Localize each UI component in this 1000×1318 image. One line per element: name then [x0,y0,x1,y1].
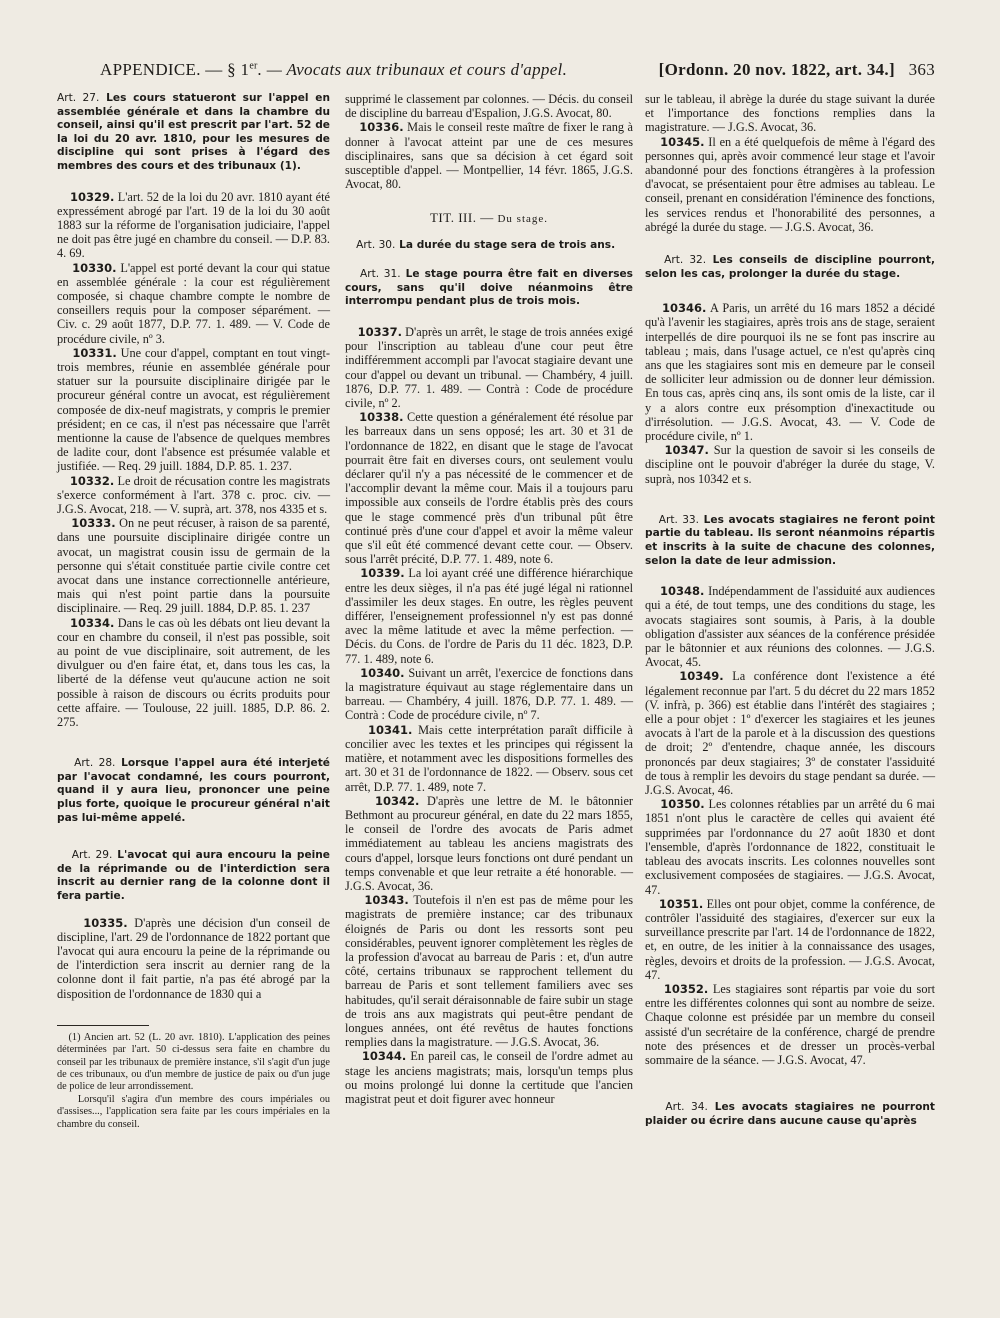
paragraph-10352: 10352. Les stagiaires sont répartis par voie du sort entre les différentes colonnes qui sont au nombre de seize. Chaque colonne est présidée par un membre du conseil assisté d'un secrétaire de la conférence, chargé de prendre note des présences et de dresser un procès-verbal sommaire de la séance. — J.G.S. Avocat, 47. [645,981,935,1067]
paragraph-10340: 10340. Suivant un arrêt, l'exercice de fonctions dans la magistrature équivaut au stage réglementaire dans un barreau. — Chambéry, 4 juill. 1876, D.P. 77. 1. 489. — Contrà : Code de procédure civile, nº 7. [345,665,633,723]
paragraph-10350: 10350. Les colonnes rétablies par un arrêté du 6 mai 1851 n'ont plus le caractère de celles qui avaient été supprimées par l'ordonnance du 27 août 1830 et dont l'ensemble, d'après l'ordonnance de 1822, constituait le tableau des avocats inscrits. Les colonnes nouvelles sont exclusivement composées de stagiaires. — J.G.S. Avocat, 47. [645,797,936,897]
paragraph-10331: 10331. Une cour d'appel, comptant en tout vingt-trois membres, réunie en assemblée générale pour statuer sur la poursuite disciplinaire dirigée par le procureur général contre un avocat, est régulièrement composée de dix-neuf magistrats, y compris le premier président; en ce cas, il n'est pas nécessaire que l'arrêt mentionne la cause de l'absence de quelques membres de ladite cour, dont l'absence est présumée valable et justifiée. — Req. 29 juill. 1884, D.P. 85. 1. 237. [57,345,331,474]
page-number: 363 [908,60,935,79]
article-30: Art. 30. La durée du stage sera de trois ans. [356,238,616,251]
paragraph-continuation: supprimé le classement par colonnes. — Décis. du conseil de discipline du barreau d'Espalion, J.G.S. Avocat, 80. [345,92,633,121]
paragraph-10344: 10344. En pareil cas, le conseil de l'ordre admet au stage les anciens magistrats; mais, lorsqu'un temps plus ou moins prolongé lui donne la certitude que l'ancien magistrat peut et doit figurer avec honneur [345,1049,633,1106]
paragraph-10346: 10346. A Paris, un arrêté du 16 mars 1852 a décidé qu'à l'avenir les stagiaires, après trois ans de stage, seraient interpellés de dire pourquoi ils ne se font pas inscrire au tableau ; mais, dans l'usage actuel, ce n'est qu'après cinq ans que les stagiaires sont mis en demeure par le conseil de solliciter leur admission ou de donner leur démission. En tous cas, après cinq ans, ils sont omis de la liste, car il y a alors contre eux présomption d'inexactitude ou d'irrésolution. — J.G.S. Avocat, 43. — V. Code de procédure civile, nº 1. [645,301,935,444]
paragraph-10334: 10334. Dans le cas où les débats ont lieu devant la cour en chambre du conseil, il n'est pas possible, soit au point de vue disciplinaire, soit autrement, de les divulguer ou d'en faire état, et, dans tous les cas, la liberté de la défense veut qu'aucune action ne soit possible à raison de discours ou écrits produits pour cette affaire. — Toulouse, 22 juill. 1885, D.P. 86. 2. 275. [57,615,331,730]
paragraph-10337: 10337. D'après un arrêt, le stage de trois années exigé pour l'inscription au tableau d'une cour peut être indifféremment accompli par l'avocat stagiaire devant une cour d'appel ou devant un tribunal. — Chambéry, 4 juill. 1876, D.P. 77. 1. 489. — Contrà : Code de procédure civile, nº 2. [345,325,633,411]
paragraph-10336: 10336. Mais le conseil reste maître de fixer le rang à donner à l'avocat atteint par une de ces mesures disciplinaires, sans que sa décision à cet égard soit susceptible d'appel. — Montpellier, 14 févr. 1865, J.G.S. Avocat, 80. [345,120,634,192]
paragraph-10342: 10342. D'après une lettre de M. le bâtonnier Bethmont au procureur général, en date du 22 mars 1855, le conseil de l'ordre des avocats de Paris admet immédiatement au tableau les anciens magistrats des cours d'appel, lorsque leurs fonctions ont duré pendant un temps convenable et que leur retraite a été honorable. — J.G.S. Avocat, 36. [345,793,633,893]
paragraph-10335: 10335. D'après une décision d'un conseil de discipline, l'art. 29 de l'ordonnance de 1822 portant que l'avocat qui aura encouru la peine de la réprimande ou de l'interdiction sera inscrit au dernier rang de la colonne dont il fait partie, n'a pas été abrogé par la disposition de l'ordonnance de 1830 qui a [57,915,331,1001]
column-middle [345,92,633,1106]
article-34: Art. 34. Les avocats stagiaires ne pourront plaider ou écrire dans aucune cause qu'après [645,1101,935,1127]
paragraph-10333: 10333. On ne peut récuser, à raison de sa parenté, dans une poursuite disciplinaire dirigée contre un avocat, un magistrat cousin issu de germain de la personne qui s'était constituée partie civile contre cet avocat dans une instance correctionnelle antérieure, mais qui n'est point partie dans la poursuite disciplinaire. — Req. 29 juill. 1884, D.P. 85. 1. 237 [57,516,330,616]
running-header [100,60,935,84]
footnote-rule [57,1025,149,1026]
article-32: Art. 32. Les conseils de discipline pourront, selon les cas, prolonger la durée du stage. [645,254,935,280]
header-reference: [Ordonn. 20 nov. 1822, art. 34.] 363 [658,60,935,79]
paragraph-10345: 10345. Il en a été quelquefois de même à l'égard des personnes qui, après avoir commencé leur stage et l'avoir abandonné pour des fonctions étrangères à la profession d'avocat, se présentaient pour être admises au tableau. Le conseil, prenant en considération l'éminence des fonctions, les services rendus et l'honorabilité des personnes, a abrégé la durée du stage. — J.G.S. Avocat, 36. [645,134,935,234]
paragraph-10341: 10341. Mais cette interprétation paraît difficile à concilier avec les textes et les principes qui régissent la matière, et notamment avec les dispositions formelles des art. 30 et 31 de l'ordonnance de 1822. — Observ. sous cet arrêt, D.P. 77. 1. 489, note 7. [345,722,634,794]
header-section-title: APPENDICE. — § 1er. — Avocats aux tribunaux et cours d'appel. [100,60,568,79]
article-29: Art. 29. L'avocat qui aura encouru la peine de la réprimande ou de l'interdiction sera inscrit au dernier rang de la colonne dont il fera partie. [57,849,330,903]
paragraph-10351: 10351. Elles ont pour objet, comme la conférence, de contrôler l'assiduité des stagiaires, d'exercer sur eux la surveillance prescrite par l'art. 14 de l'ordonnance de 1822, et, en outre, de les initier à la connaissance des usages, règles, devoirs et droits de la profession. — J.G.S. Avocat, 47. [645,896,935,982]
column-right [645,92,935,1128]
article-27: Art. 27. Les cours statueront sur l'appel en assemblée générale et dans la chambre du conseil, ainsi qu'il est prescrit par l'art. 52 de la loi du 20 avr. 1810, pour les mesures de discipline qui sont prises à l'égard des membres des cours et des tribunaux (1). [57,92,330,172]
paragraph-10339: 10339. La loi ayant créé une différence hiérarchique entre les deux sièges, il n'a pas été jugé légal ni rationnel d'assimiler les deux stages. En outre, les règles peuvent différer, l'enseignement professionnel n'y est pas donné avec la même latitude et avec la même perfection. — Décis. du Cons. de l'ordre de Paris du 11 déc. 1823, D.P. 77. 1. 489, note 6. [345,566,634,666]
footnote-1: (1) Ancien art. 52 (L. 20 avr. 1810). L'application des peines déterminées par l'art. 50 ci-dessus sera faite en chambre du conseil par les tribunaux de première instance, s'il s'agit d'un juge de ces tribunaux, ou d'un membre de justice de paix ou d'un juge de police de leur arrondissement. [57,1031,330,1093]
paragraph-10338: 10338. Cette question a généralement été résolue par les barreaux dans un sens opposé; les art. 30 et 31 de l'ordonnance de 1822, en disant que le stage de l'avocat pourrait être fait en diverses cours, ont seulement voulu déclarer qu'il n'y a pas nécessité de le commencer et de l'accomplir devant la même cour. Mais il a toujours paru impossible aux conseils de l'ordre établis près des cours que le stage commencé près d'un tribunal pût être continué près d'une cour d'appel et avoir la même valeur que s'il eût été commencé devant cette cour. — Observ. sous l'arrêt précité, D.P. 77. 1. 489, note 6. [345,410,634,567]
footnote-1-cont: Lorsqu'il s'agira d'un membre des cours impériales ou d'assises..., l'application sera faite par les cours impériales en la chambre du conseil. [57,1093,330,1130]
article-31: Art. 31. Le stage pourra être fait en diverses cours, sans qu'il doive néanmoins être interrompu pendant plus de trois mois. [345,268,633,308]
paragraph-10347: 10347. Sur la question de savoir si les conseils de discipline ont le pouvoir d'abréger la durée du stage, V. suprà, nos 10342 et s. [645,443,936,486]
article-28: Art. 28. Lorsque l'appel aura été interjeté par l'avocat condamné, les cours pourront, quand il y aura lieu, prononcer une peine plus forte, quoique le procureur général n'ait pas lui-même appelé. [57,757,330,824]
paragraph-10343: 10343. Toutefois il n'en est pas de même pour les magistrats de première instance; car des tribunaux éloignés de Paris ou dont les ressorts sont peu considérables, peuvent ignorer complètement les règles de la profession d'avocat au barreau de Paris : et, d'un autre côté, certains tribunaux se rapprochent tellement du barreau de Paris et sont tellement familiers avec ses habitudes, qu'il serait déraisonnable de faire subir un stage de trois ans aux magistrats qui peut-être pendant de longues années, ont été revêtus de hautes fonctions remplies dans la magistrature. — J.G.S. Avocat, 36. [345,893,634,1050]
paragraph-10329: 10329. L'art. 52 de la loi du 20 avr. 1810 ayant été expressément abrogé par l'art. 19 de la loi du 30 août 1883 sur la réforme de l'organisation judiciaire, l'appel ne doit pas être jugé en chambre du conseil. — D.P. 83. 4. 69. [57,189,331,261]
title-3-heading: TIT. III. — Du stage. [429,210,549,226]
column-left [57,92,330,1131]
paragraph-10349: 10349. La conférence dont l'existence a été légalement reconnue par l'art. 5 du décret du 22 mars 1852 (V. infrà, p. 366) est établie dans l'intérêt des stagiaires ; elle a pour objet : 1º d'exercer les stagiaires et les jeunes avocats à l'art de la parole et à la discussion des questions de droit; 2º d'entendre, chaque année, les discours prononcés par deux stagiaires; 3º de constater l'assiduité de tous à remplir les devoirs du stage pendant sa durée. — J.G.S. Avocat, 46. [645,669,936,798]
article-33: Art. 33. Les avocats stagiaires ne feront point partie du tableau. Ils seront néanmoins répartis et inscrits à la suite de chacune des colonnes, selon la date de leur admission. [645,513,935,567]
paragraph-continuation: sur le tableau, il abrège la durée du stage suivant la durée et l'importance des fonctions remplies dans la magistrature. — J.G.S. Avocat, 36. [645,92,935,135]
paragraph-10332: 10332. Le droit de récusation contre les magistrats s'exerce conformément à l'art. 378 c. proc. civ. — J.G.S. Avocat, 218. — V. suprà, art. 378, nos 4335 et s. [57,473,331,517]
paragraph-10330: 10330. L'appel est porté devant la cour qui statue en assemblée générale : la cour est régulièrement composée, si chaque chambre compte le nombre de conseillers requis pour la composer séparément. — Civ. c. 29 août 1877, D.P. 77. 1. 489. — V. Code de procédure civile, nº 3. [57,260,331,346]
paragraph-10348: 10348. Indépendamment de l'assiduité aux audiences qui a été, de tout temps, une des conditions du stage, les avocats stagiaires sont soumis, à Paris, à la double obligation d'assister aux séances de la conférence présidée par le bâtonnier et aux réunions des colonnes. — J.G.S. Avocat, 45. [645,584,936,670]
